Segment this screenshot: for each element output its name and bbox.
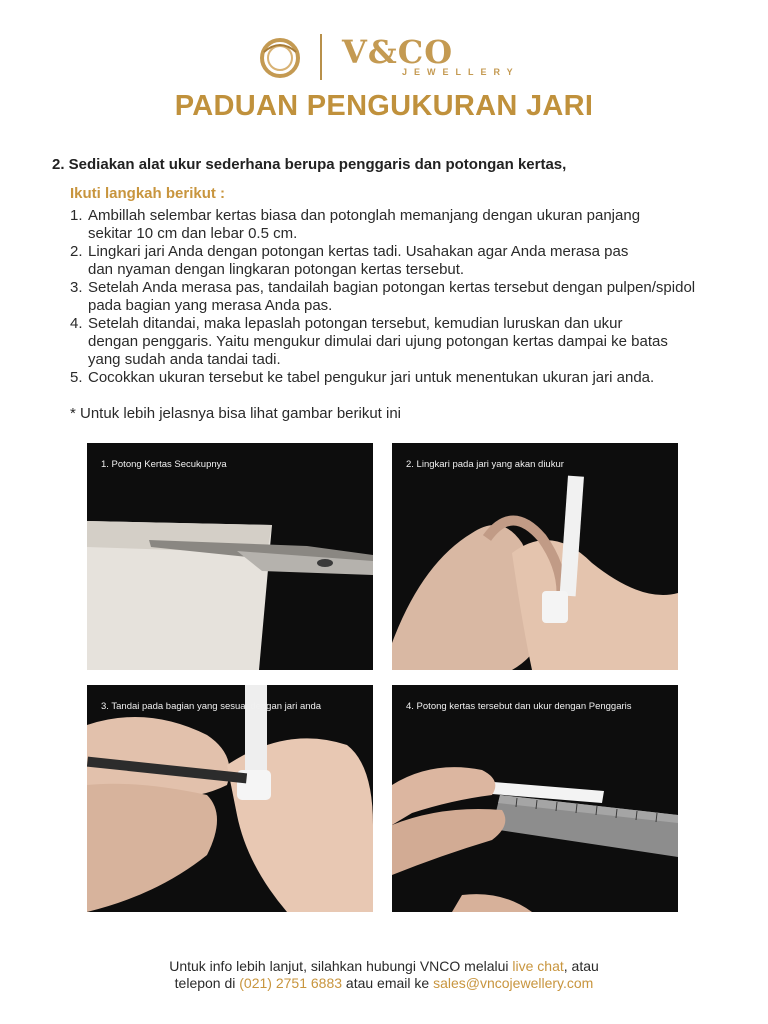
footer-text: atau email ke [342,975,434,991]
footer-line-1 [0,958,768,975]
logo-brand-text: V&CO [342,33,454,71]
note-text: * Untuk lebih jelasnya bisa lihat gambar berikut ini [70,405,402,422]
step-line: Lingkari jari Anda dengan potongan kertas tadi. Usahakan agar Anda merasa pas [88,243,629,260]
photo-caption: 2. Lingkari pada jari yang akan diukur [406,459,564,470]
photo-step-2 [392,443,678,670]
step-item [70,207,730,243]
mark-paper-photo-icon [87,685,373,912]
ring-logo-icon [258,36,302,80]
wrap-finger-photo-icon [392,443,678,670]
steps-list [70,207,730,387]
step-line: Ambillah selembar kertas biasa dan potonglah memanjang dengan ukuran panjang [88,207,641,224]
photo-caption: 4. Potong kertas tersebut dan ukur dengan Penggaris [406,701,632,712]
page-title: PADUAN PENGUKURAN JARI [174,90,594,122]
photo-caption: 1. Potong Kertas Secukupnya [101,459,227,470]
logo-subtitle: JEWELLERY [402,67,520,77]
brand-logo [256,33,520,82]
step-line: sekitar 10 cm dan lebar 0.5 cm. [88,225,298,242]
step-item [70,243,730,279]
footer-line-2 [0,975,768,992]
step-number: 2. [70,243,83,260]
step-item [70,279,730,315]
step-item [70,315,730,369]
photo-caption: 3. Tandai pada bagian yang sesuai dengan jari anda [101,701,322,712]
step-line: dengan penggaris. Yaitu mengukur dimulai dari ujung potongan kertas dampai ke batas [88,333,668,350]
email-link[interactable]: sales@vncojewellery.com [433,975,594,991]
step-line: yang sudah anda tandai tadi. [88,351,281,368]
photo-step-4 [392,685,678,912]
step-number: 3. [70,279,83,296]
step-item [70,369,730,387]
step-line: dan nyaman dengan lingkaran potongan kertas tersebut. [88,261,465,278]
footer-text: , atau [563,958,599,974]
phone-link[interactable]: (021) 2751 6883 [239,975,343,991]
photo-step-1 [87,443,373,670]
contact-footer [0,958,768,992]
steps-heading: Ikuti langkah berikut : [70,185,226,202]
live-chat-link[interactable]: live chat [512,958,564,974]
logo-divider [320,34,322,80]
step-line: pada bagian yang merasa Anda pas. [88,297,333,314]
scissors-paper-photo-icon [87,443,373,670]
photo-step-3 [87,685,373,912]
footer-text: Untuk info lebih lanjut, silahkan hubungi VNCO melalui [169,958,513,974]
ruler-measure-photo-icon [392,685,678,912]
step-number: 1. [70,207,83,224]
step-line: Cocokkan ukuran tersebut ke tabel pengukur jari untuk menentukan ukuran jari anda. [88,369,655,386]
step-number: 5. [70,369,83,386]
footer-text: telepon di [174,975,240,991]
section-heading: 2. Sediakan alat ukur sederhana berupa penggaris dan potongan kertas, [52,156,567,173]
step-line: Setelah ditandai, maka lepaslah potongan tersebut, kemudian luruskan dan ukur [88,315,623,332]
step-number: 4. [70,315,83,332]
step-line: Setelah Anda merasa pas, tandailah bagian potongan kertas tersebut dengan pulpen/spidol [88,279,696,296]
